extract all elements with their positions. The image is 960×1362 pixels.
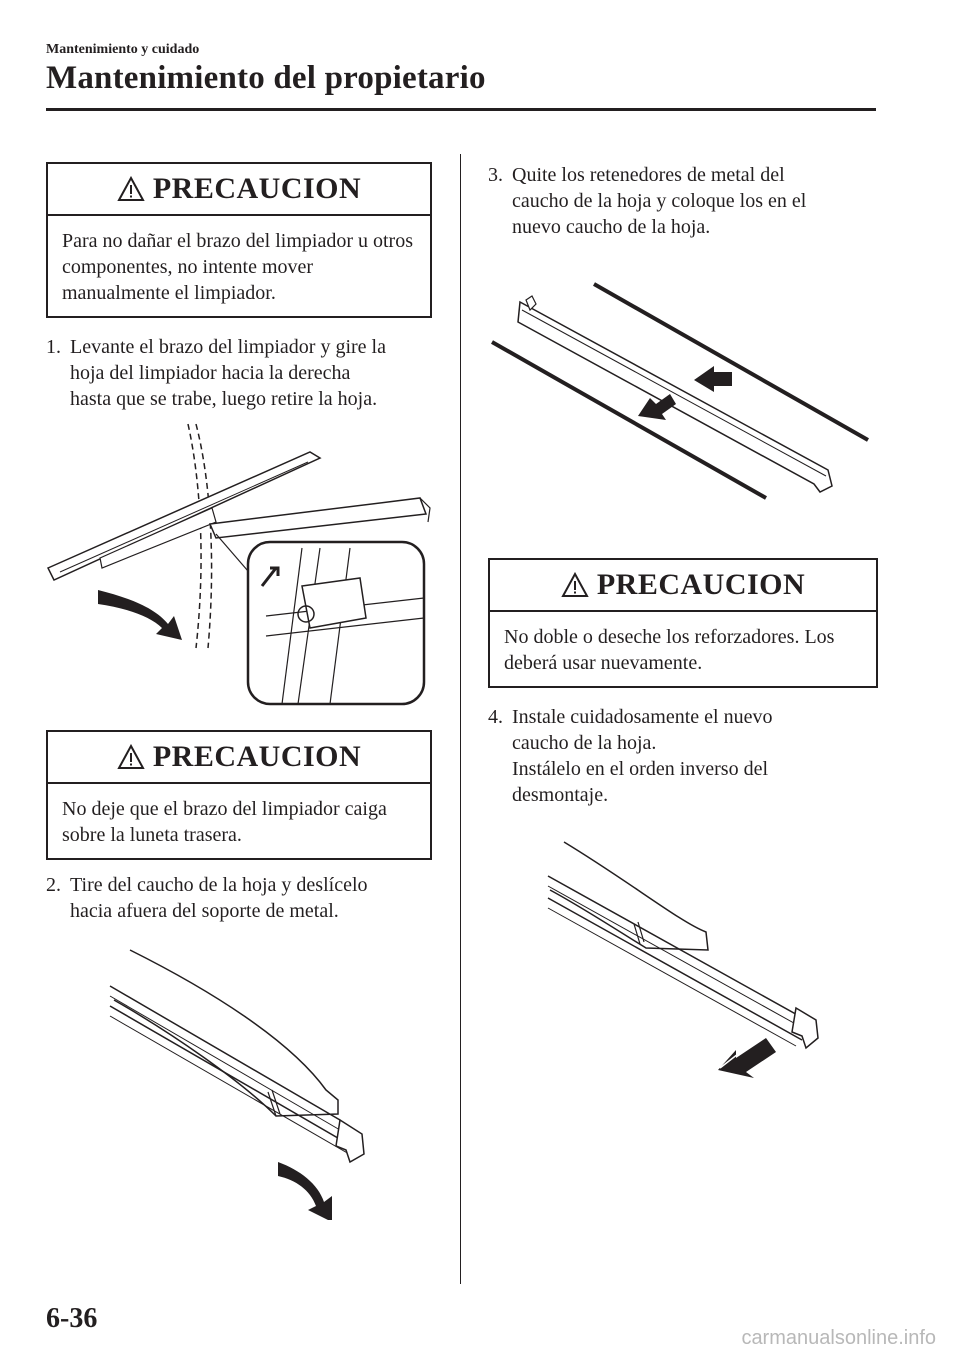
caution-header bbox=[48, 164, 430, 216]
step-text: Quite los retenedores de metal del caucho de la hoja y coloque los en el nuevo caucho de la hoja. bbox=[512, 164, 807, 238]
step-number: 3. bbox=[488, 164, 503, 186]
column-divider bbox=[460, 154, 461, 1284]
step-text: Tire del caucho de la hoja y deslícelo hacia afuera del soporte de metal. bbox=[70, 874, 368, 922]
step-number: 2. bbox=[46, 874, 61, 896]
caution-header bbox=[490, 560, 876, 612]
warning-triangle-icon bbox=[117, 744, 145, 770]
figure-install-new-rubber bbox=[540, 832, 830, 1082]
caution-text: No deje que el brazo del limpiador caiga sobre la luneta trasera. bbox=[62, 798, 387, 846]
page-title: Mantenimiento del propietario bbox=[46, 60, 486, 96]
caution-title: PRECAUCION bbox=[152, 740, 362, 773]
figure-pull-blade-rubber bbox=[100, 940, 370, 1220]
figure-wiper-arm-rotate bbox=[40, 418, 440, 708]
step-3 bbox=[488, 162, 888, 240]
caution-box-3 bbox=[488, 558, 878, 688]
step-text: Levante el brazo del limpiador y gire la hoja del limpiador hacia la derecha hasta que se trabe, luego retire la hoja. bbox=[70, 336, 386, 410]
step-1 bbox=[46, 334, 446, 412]
caution-header bbox=[48, 732, 430, 784]
step-number: 1. bbox=[46, 336, 61, 358]
page-number: 6-36 bbox=[46, 1303, 98, 1334]
step-4 bbox=[488, 704, 888, 808]
figure-metal-retainers bbox=[488, 280, 878, 505]
section-label: Mantenimiento y cuidado bbox=[46, 42, 200, 57]
caution-title: PRECAUCION bbox=[152, 172, 362, 205]
title-rule bbox=[46, 108, 876, 111]
caution-text: No doble o deseche los reforzadores. Los deberá usar nuevamente. bbox=[504, 626, 835, 674]
warning-triangle-icon bbox=[117, 176, 145, 202]
watermark: carmanualsonline.info bbox=[741, 1327, 936, 1349]
warning-triangle-icon bbox=[561, 572, 589, 598]
caution-box-1 bbox=[46, 162, 432, 318]
step-number: 4. bbox=[488, 706, 503, 728]
caution-title: PRECAUCION bbox=[596, 568, 806, 601]
step-text: Instale cuidadosamente el nuevo caucho de la hoja. Instálelo en el orden inverso del desmontaje. bbox=[512, 706, 773, 806]
caution-text: Para no dañar el brazo del limpiador u otros componentes, no intente mover manualmente el limpiador. bbox=[62, 230, 413, 304]
step-2 bbox=[46, 872, 446, 924]
caution-box-2 bbox=[46, 730, 432, 860]
